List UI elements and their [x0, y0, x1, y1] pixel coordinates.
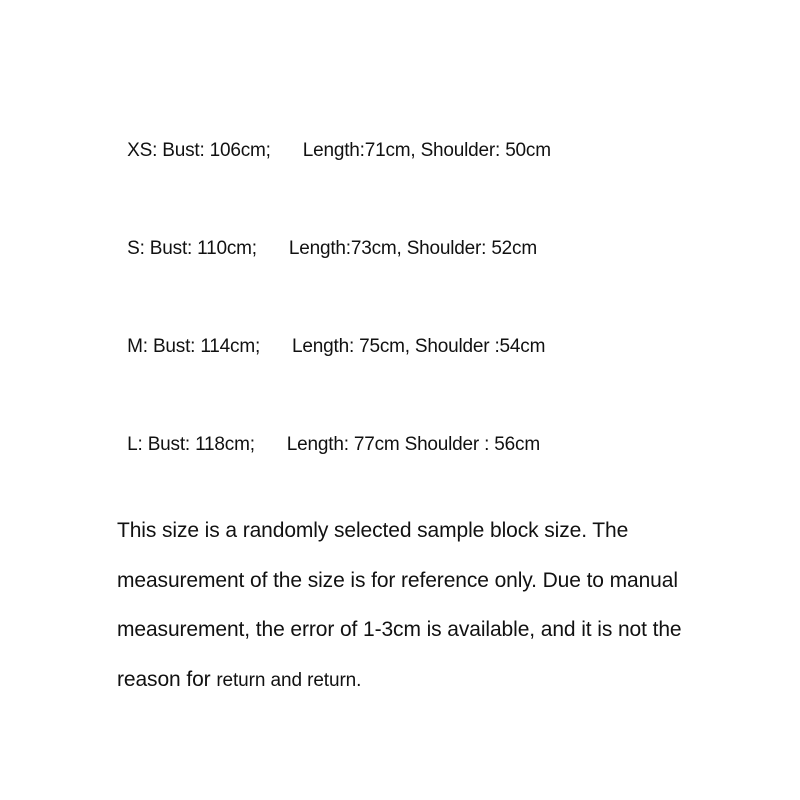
size-length-shoulder: Length:71cm, Shoulder: 50cm — [302, 140, 551, 161]
notice-line: measurement of the size is for reference only. Due to manual — [117, 568, 678, 592]
size-row-xs — [117, 115, 551, 163]
size-length-shoulder: Length:73cm, Shoulder: 52cm — [288, 238, 537, 259]
notice-text: reason for — [117, 667, 211, 691]
size-row-l — [117, 409, 540, 457]
size-notice — [117, 506, 777, 705]
notice-line: This size is a randomly selected sample block size. The — [117, 519, 629, 542]
size-row-m — [117, 311, 545, 359]
size-bust: XS: Bust: 106cm; — [127, 140, 271, 161]
notice-line: measurement, the error of 1-3cm is available, and it is not the — [117, 618, 682, 641]
size-bust: M: Bust: 114cm; — [127, 336, 261, 357]
size-length-shoulder: Length: 77cm Shoulder : 56cm — [286, 434, 540, 455]
size-bust: S: Bust: 110cm; — [127, 238, 257, 259]
size-bust: L: Bust: 118cm; — [127, 434, 255, 455]
notice-text-small: return and return. — [216, 669, 362, 691]
notice-line-last — [117, 655, 777, 706]
size-row-s — [117, 213, 537, 261]
size-length-shoulder: Length: 75cm, Shoulder :54cm — [292, 336, 546, 357]
